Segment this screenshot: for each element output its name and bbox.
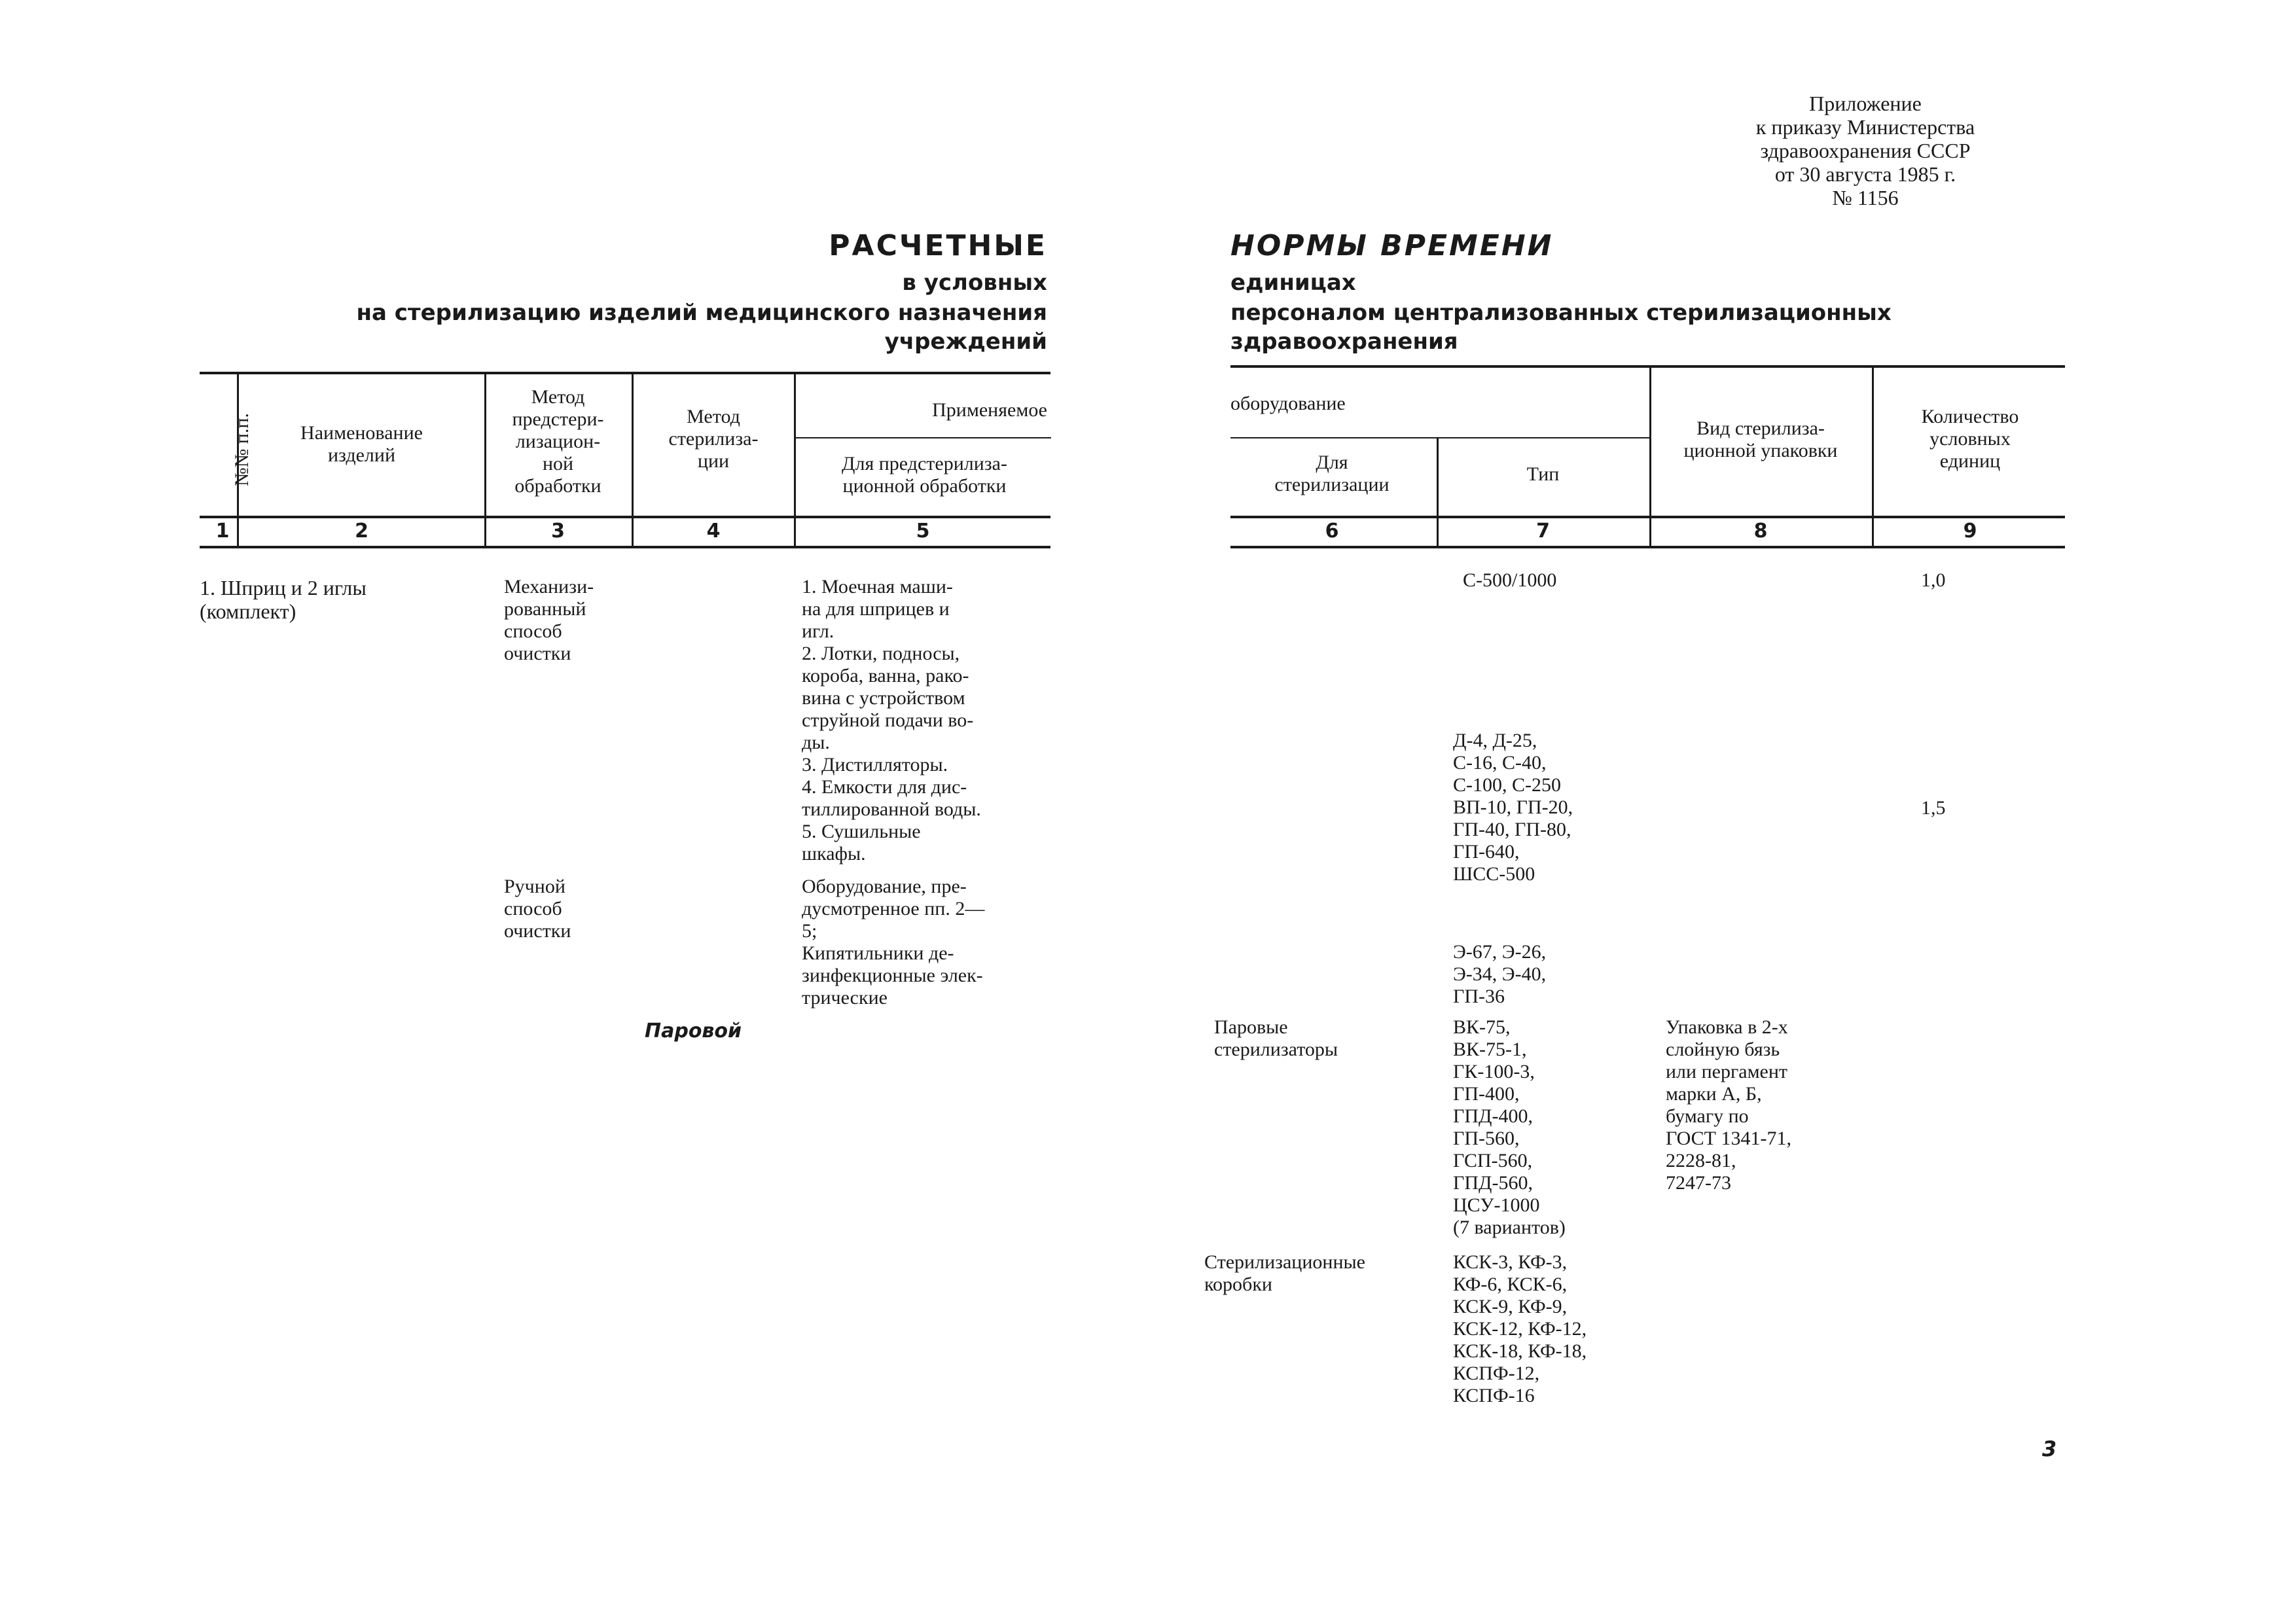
col-number-4: 4 bbox=[706, 520, 721, 543]
row-item-name: 1. Шприц и 2 иглы (комплект) bbox=[200, 576, 367, 623]
num-sep-6 bbox=[1649, 518, 1651, 546]
header-type: Тип bbox=[1526, 463, 1560, 485]
left-numbers-top-rule bbox=[200, 516, 1050, 518]
right-table-top-rule bbox=[1230, 365, 2065, 368]
row-type-2: Д-4, Д-25, С-16, С-40, С-100, С-250 ВП-10, ГП-20, ГП-40, ГП-80, ГП-640, ШСС-500 bbox=[1453, 730, 1573, 885]
header-packaging: Вид стерилиза- ционной упаковки bbox=[1683, 418, 1838, 461]
header-number-col: №№ п.п. bbox=[231, 413, 253, 486]
title-left: РАСЧЕТНЫЕ bbox=[829, 229, 1047, 262]
right-col-sep-2 bbox=[1872, 368, 1874, 517]
left-col-sep-2 bbox=[484, 374, 486, 517]
col-number-9: 9 bbox=[1963, 520, 1977, 543]
left-table-top-rule bbox=[200, 372, 1050, 374]
row-method-manual: Ручной способ очистки bbox=[504, 876, 571, 942]
num-sep-7 bbox=[1872, 518, 1874, 546]
col-number-1: 1 bbox=[215, 520, 230, 543]
row-units-1: 1,0 bbox=[1921, 569, 1946, 591]
col-number-5: 5 bbox=[916, 520, 930, 543]
header-item-name: Наименование изделий bbox=[300, 422, 423, 466]
left-subheader-rule bbox=[796, 437, 1051, 438]
num-sep-4 bbox=[794, 518, 796, 546]
right-col-sep-1 bbox=[1649, 368, 1651, 517]
row-sterilization-method: Паровой bbox=[645, 1020, 742, 1043]
row-packaging: Упаковка в 2-х слойную бязь или пергамент марки А, Б, бумагу по ГОСТ 1341-71, 2228-81, 7247-73 bbox=[1666, 1016, 1791, 1194]
row-type-5: КСК-3, КФ-3, КФ-6, КСК-6, КСК-9, КФ-9, КСК-12, КФ-12, КСК-18, КФ-18, КСПФ-12, КСПФ-16 bbox=[1453, 1251, 1587, 1406]
col-number-3: 3 bbox=[551, 520, 565, 543]
col-number-2: 2 bbox=[355, 520, 368, 543]
page-number: 3 bbox=[2042, 1436, 2057, 1461]
subtitle-left-2: на стерилизацию изделий медицинского назначения bbox=[356, 300, 1047, 326]
right-col-sep-0 bbox=[1437, 437, 1439, 517]
row-type-1: С-500/1000 bbox=[1463, 569, 1557, 591]
subtitle-right-2: персоналом централизованных стерилизационных bbox=[1230, 300, 1892, 326]
row-steam-sterilizers: Паровые стерилизаторы bbox=[1214, 1016, 1338, 1060]
row-units-2: 1,5 bbox=[1921, 797, 1946, 819]
left-col-sep-4 bbox=[794, 374, 796, 517]
num-sep-2 bbox=[484, 518, 486, 546]
col-number-6: 6 bbox=[1325, 520, 1339, 543]
row-type-4: ВК-75, ВК-75-1, ГК-100-3, ГП-400, ГПД-400, ГП-560, ГСП-560, ГПД-560, ЦСУ-1000 (7 вариантов) bbox=[1453, 1016, 1566, 1238]
appendix-block bbox=[1715, 92, 2016, 209]
num-sep-5 bbox=[1437, 518, 1439, 546]
header-equipment-sterilization: Для стерилизации bbox=[1274, 452, 1390, 495]
right-subheader-rule bbox=[1230, 437, 1649, 438]
left-col-sep-3 bbox=[632, 374, 634, 517]
right-numbers-bottom-rule bbox=[1230, 546, 2065, 548]
header-pre-equipment: Для предстерилиза- ционной обработки bbox=[842, 453, 1007, 497]
header-steril-method: Метод стерилиза- ции bbox=[668, 406, 759, 472]
row-method-mechanized: Механизи- рованный способ очистки bbox=[504, 576, 594, 664]
left-numbers-bottom-rule bbox=[200, 546, 1050, 548]
appendix-lines: к приказу Министерства здравоохранения СССР от 30 августа 1985 г. № 1156 bbox=[1755, 115, 1975, 209]
subtitle-left-1: в условных bbox=[902, 270, 1047, 296]
header-equipment-group-right: оборудование bbox=[1230, 393, 1346, 414]
col-number-8: 8 bbox=[1753, 520, 1768, 543]
row-type-3: Э-67, Э-26, Э-34, Э-40, ГП-36 bbox=[1453, 941, 1547, 1007]
header-pre-method: Метод предстери- лизацион- ной обработки bbox=[512, 386, 604, 497]
subtitle-left-3: учреждений bbox=[884, 329, 1047, 355]
row-equipment-manual: Оборудование, пре- дусмотренное пп. 2— 5; Кипятильники де- зинфекционные элек- трические bbox=[802, 876, 985, 1008]
right-numbers-top-rule bbox=[1230, 516, 2065, 518]
subtitle-right-3: здравоохранения bbox=[1230, 329, 1458, 355]
row-equipment-mechanized: 1. Моечная маши- на для шприцев и игл. 2. Лотки, подносы, короба, ванна, рако- вина с устройством струйной подачи во- ды. 3. Дистилляторы. 4. Емкости для дис- тиллированной воды. 5. Сушильные шкафы. bbox=[802, 576, 981, 865]
subtitle-right-1: единицах bbox=[1230, 270, 1356, 296]
num-sep-1 bbox=[237, 518, 239, 546]
header-units: Количество условных единиц bbox=[1921, 406, 2019, 472]
appendix-title: Приложение bbox=[1809, 92, 1922, 115]
title-right: НОРМЫ ВРЕМЕНИ bbox=[1230, 229, 1554, 262]
col-number-7: 7 bbox=[1536, 520, 1550, 543]
num-sep-3 bbox=[632, 518, 634, 546]
header-equipment-group-left: Применяемое bbox=[932, 399, 1047, 421]
row-sterilization-boxes: Стерилизационные коробки bbox=[1204, 1251, 1365, 1295]
